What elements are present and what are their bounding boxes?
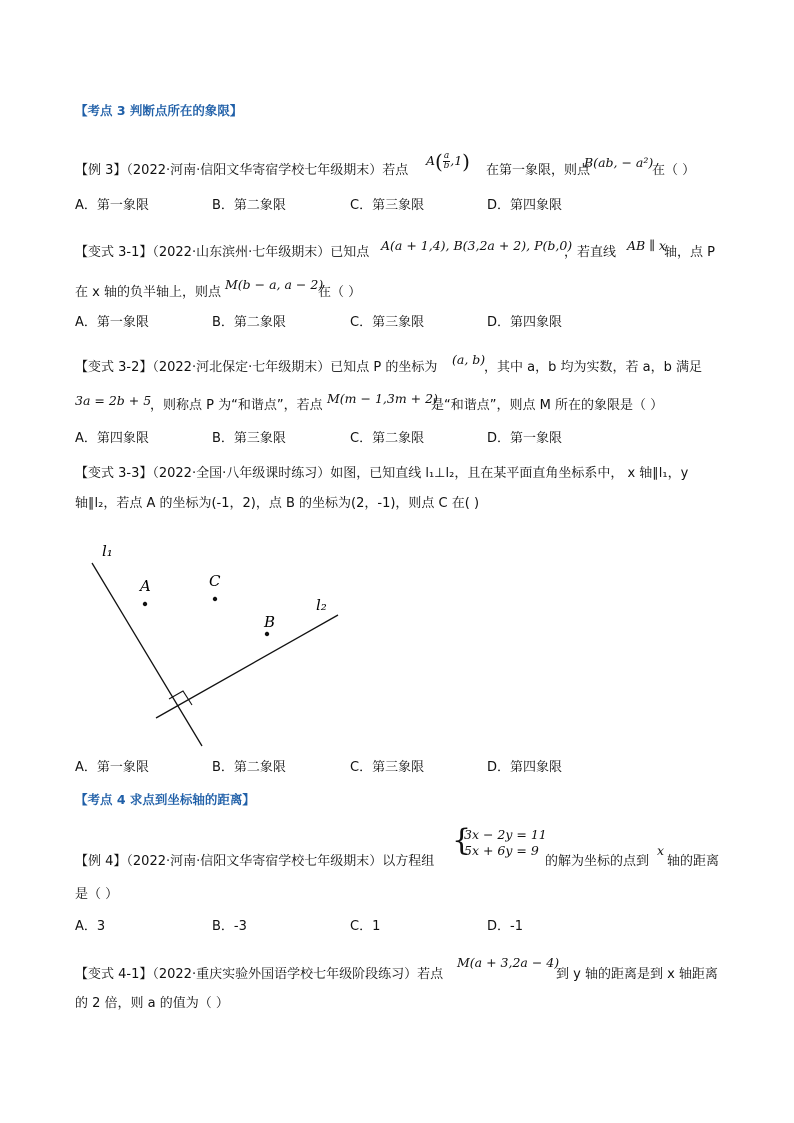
point-a-dot [143,602,147,606]
example-3-stem-b: 在第一象限，则点 [486,163,591,178]
point-a-label: A [426,153,436,168]
option-d: D．第四象限 [487,315,563,330]
option-b: B．-3 [212,919,247,934]
variant-3-2-point-m: M(m − 1,3m + 2) [327,391,438,406]
option-c: C．第三象限 [350,198,425,213]
variant-4-1-stem-b: 到 y 轴的距离是到 x 轴距离 [556,967,718,982]
perpendicular-lines-figure [80,535,360,755]
point-a-fraction: $\frac{a}{b}$ [443,151,450,171]
variant-3-1-points: A(a + 1,4), B(3,2a + 2), P(b,0) [381,238,573,253]
variant-3-1-line: AB ∥ x [627,238,666,253]
option-a: A．第一象限 [75,315,149,330]
variant-4-1-stem-c: 的 2 倍，则 a 的值为（ ） [75,996,229,1011]
option-c: C．第二象限 [350,431,425,446]
variant-4-1-stem-a: 【变式 4-1】（2022·重庆实验外国语学校七年级阶段练习）若点 [75,967,444,982]
example-4-stem-c: 轴的距离 [667,854,720,869]
section-heading-3: 【考点 3 判断点所在的象限】 [75,103,243,118]
point-c-dot [213,597,217,601]
variant-3-1-point-m: M(b − a, a − 2) [225,277,324,292]
equation-line-1: 3x − 2y = 11 [464,827,547,842]
variant-3-2-stem-b: ，其中 a，b 均为实数，若 a，b 满足 [484,360,702,375]
point-a-tail: ,1 [450,153,463,168]
label-a: A [140,577,151,595]
brace-icon: { [452,823,472,858]
option-a: A．第四象限 [75,431,149,446]
example-4-stem-b: 的解为坐标的点到 [545,854,650,869]
label-l2: l₂ [316,596,327,614]
example-3-stem-a: 【例 3】（2022·河南·信阳文华寄宿学校七年级期末）若点 [75,163,409,178]
variant-3-1-stem-b: ，若直线 [564,245,617,260]
option-b: B．第二象限 [212,760,286,775]
label-c: C [209,572,221,590]
option-c: C．第三象限 [350,315,425,330]
variant-3-3-stem-b: 轴∥l₂，若点 A 的坐标为(-1，2)，点 B 的坐标为(2，-1)，则点 C 在( ) [75,496,480,511]
variant-3-2-coord: (a, b) [452,352,486,367]
label-l1: l₁ [102,542,113,560]
label-b: B [264,613,276,631]
variant-3-1-stem-c: 轴，点 P [664,245,715,260]
example-3-point-b: B(ab, − a²) [584,155,654,170]
equation-line-2: 5x + 6y = 9 [464,843,539,858]
point-b-dot [265,632,269,636]
variant-3-2-stem-c: ，则称点 P 为“和谐点”，若点 [150,398,323,413]
variant-3-2-stem-d: 是“和谐点”，则点 M 所在的象限是（ ） [431,398,664,413]
variant-4-1-point-m: M(a + 3,2a − 4) [457,955,560,970]
variant-3-3-stem-a: 【变式 3-3】（2022·全国·八年级课时练习）如图，已知直线 l₁⊥l₂，且在某平面直角坐标系中， x 轴∥l₁，y [75,466,689,481]
example-3-stem-c: 在（ ） [652,163,696,178]
variant-3-1-stem-e: 在（ ） [318,285,362,300]
line-l2 [156,615,338,718]
example-4-stem-a: 【例 4】（2022·河南·信阳文华寄宿学校七年级期末）以方程组 [75,854,435,869]
option-b: B．第二象限 [212,315,286,330]
option-c: C．1 [350,919,381,934]
option-b: B．第三象限 [212,431,286,446]
option-a: A．第一象限 [75,760,149,775]
variant-3-1-stem-a: 【变式 3-1】（2022·山东滨州·七年级期末）已知点 [75,245,370,260]
option-c: C．第三象限 [350,760,425,775]
option-d: D．第一象限 [487,431,563,446]
option-d: D．第四象限 [487,760,563,775]
example-4-axis: x [657,843,665,858]
variant-3-1-stem-d: 在 x 轴的负半轴上，则点 [75,285,221,300]
variant-3-2-stem-a: 【变式 3-2】（2022·河北保定·七年级期末）已知点 P 的坐标为 [75,360,438,375]
option-d: D．-1 [487,919,523,934]
example-4-stem-d: 是（ ） [75,887,119,902]
option-a: A．第一象限 [75,198,149,213]
option-d: D．第四象限 [487,198,563,213]
example-3-point-a: A( $\frac{a}{b}$ ,1) [426,149,470,174]
option-a: A．3 [75,919,106,934]
section-heading-4: 【考点 4 求点到坐标轴的距离】 [75,792,255,807]
variant-3-2-equation: 3a = 2b + 5 [75,393,152,408]
option-b: B．第二象限 [212,198,286,213]
